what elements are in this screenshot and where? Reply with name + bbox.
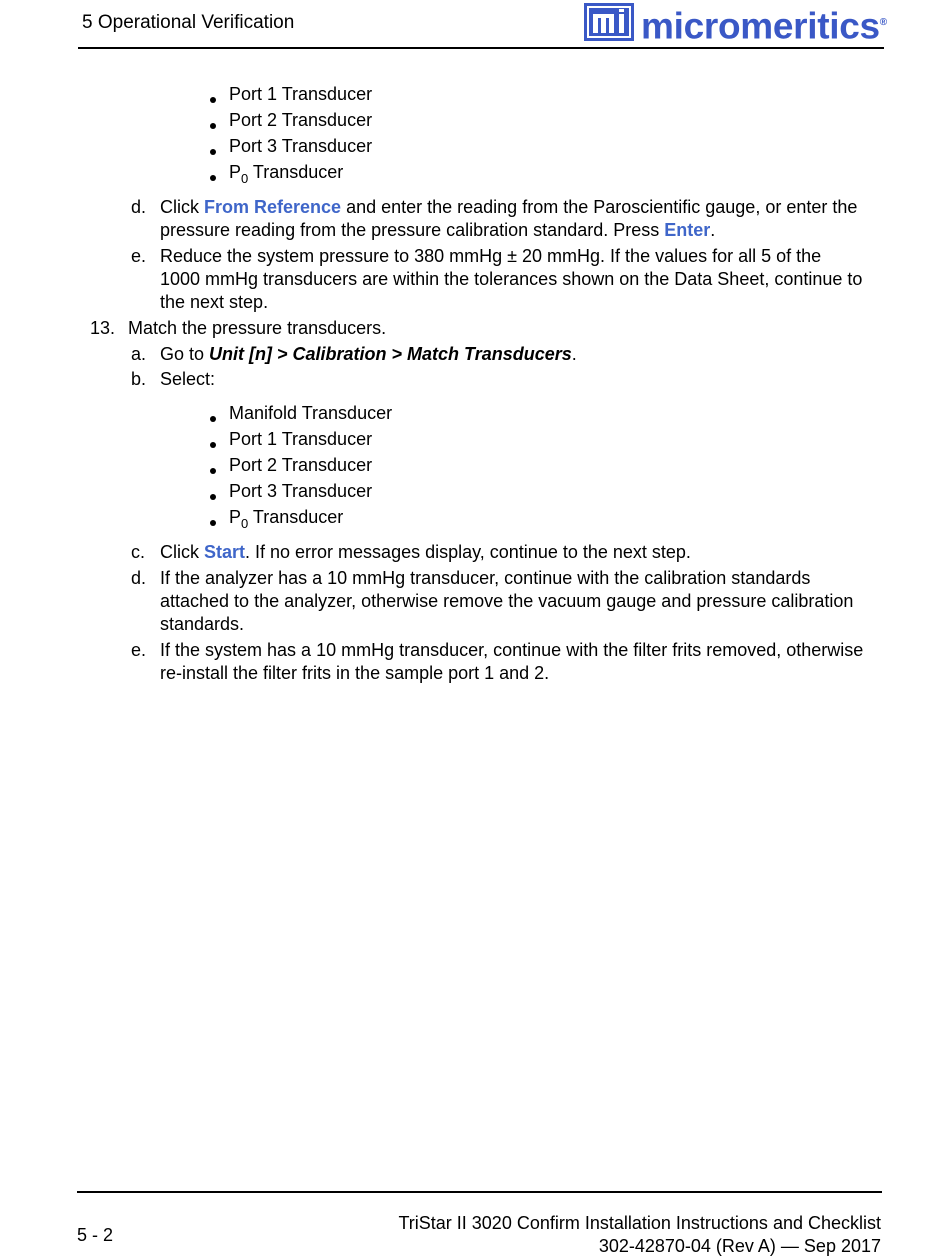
list-item: Port 3 Transducer (229, 481, 373, 501)
chapter-title: 5 Operational Verification (82, 12, 295, 33)
enter-link[interactable]: Enter (664, 220, 711, 240)
step-b-text: Select: (160, 369, 216, 389)
bullet-icon (210, 494, 216, 500)
step-e-text: 1000 mmHg transducers are within the tolerances shown on the Data Sheet, continue to (160, 269, 863, 289)
menu-path: Unit [n] > Calibration > Match Transducers (209, 344, 572, 364)
step-letter: e. (131, 246, 147, 266)
step-letter: a. (131, 344, 147, 364)
doc-number: 302-42870-04 (Rev A) — Sep 2017 (598, 1236, 881, 1256)
page-number: 5 - 2 (77, 1225, 114, 1245)
step-e-text: Reduce the system pressure to 380 mmHg ± 20 mmHg. If the values for all 5 of the (160, 246, 822, 266)
step-number: 13. (90, 318, 116, 338)
step-d2-text: attached to the analyzer, otherwise remove the vacuum gauge and pressure calibration (160, 591, 854, 611)
step-d-text: Click From Reference and enter the reading from the Paroscientific gauge, or enter the (160, 197, 858, 217)
step-e2-text: re-install the filter frits in the sample port 1 and 2. (160, 663, 550, 683)
from-reference-link[interactable]: From Reference (204, 197, 342, 217)
bullet-icon (210, 416, 216, 422)
bullet-icon (210, 468, 216, 474)
step-letter: c. (131, 542, 146, 562)
step-d2-text: standards. (160, 614, 245, 634)
step-letter: d. (131, 197, 147, 217)
bullet-icon (210, 175, 216, 181)
list-item: Port 1 Transducer (229, 429, 373, 449)
list-item: $P_0$ Transducer (229, 162, 344, 186)
doc-title: TriStar II 3020 Confirm Installation Instructions and Checklist (398, 1213, 881, 1233)
start-link[interactable]: Start (204, 542, 246, 562)
bullet-icon (210, 123, 216, 129)
step-letter: e. (131, 640, 147, 660)
header-rule (78, 47, 884, 49)
bullet-icon (210, 442, 216, 448)
step-e-text: the next step. (160, 292, 269, 312)
step-a-text: Go to Unit [n] > Calibration > Match Transducers. (160, 344, 577, 364)
footer-rule (77, 1191, 882, 1193)
step-13-text: Match the pressure transducers. (128, 318, 387, 338)
step-d2-text: If the analyzer has a 10 mmHg transducer, continue with the calibration standards (160, 568, 811, 588)
bullet-icon (210, 520, 216, 526)
bullet-icon (210, 149, 216, 155)
mi-logo-icon (584, 3, 634, 41)
footer-doc-info (398, 1212, 881, 1258)
micromeritics-logo (584, 2, 887, 47)
list-item: Port 3 Transducer (229, 136, 373, 156)
list-item: $P_0$ Transducer (229, 507, 344, 531)
step-d-text-2: pressure reading from the pressure calibration standard. Press Enter. (160, 220, 716, 240)
step-letter: b. (131, 369, 147, 389)
logo-wordmark: micromeritics® (641, 5, 887, 47)
bullet-icon (210, 97, 216, 103)
list-item: Port 1 Transducer (229, 84, 373, 104)
list-item: Port 2 Transducer (229, 455, 373, 475)
step-c-text: Click Start. If no error messages display, continue to the next step. (160, 542, 691, 562)
step-e2-text: If the system has a 10 mmHg transducer, continue with the filter frits removed, otherwise (160, 640, 864, 660)
list-item: Port 2 Transducer (229, 110, 373, 130)
list-item: Manifold Transducer (229, 403, 393, 423)
step-letter: d. (131, 568, 147, 588)
